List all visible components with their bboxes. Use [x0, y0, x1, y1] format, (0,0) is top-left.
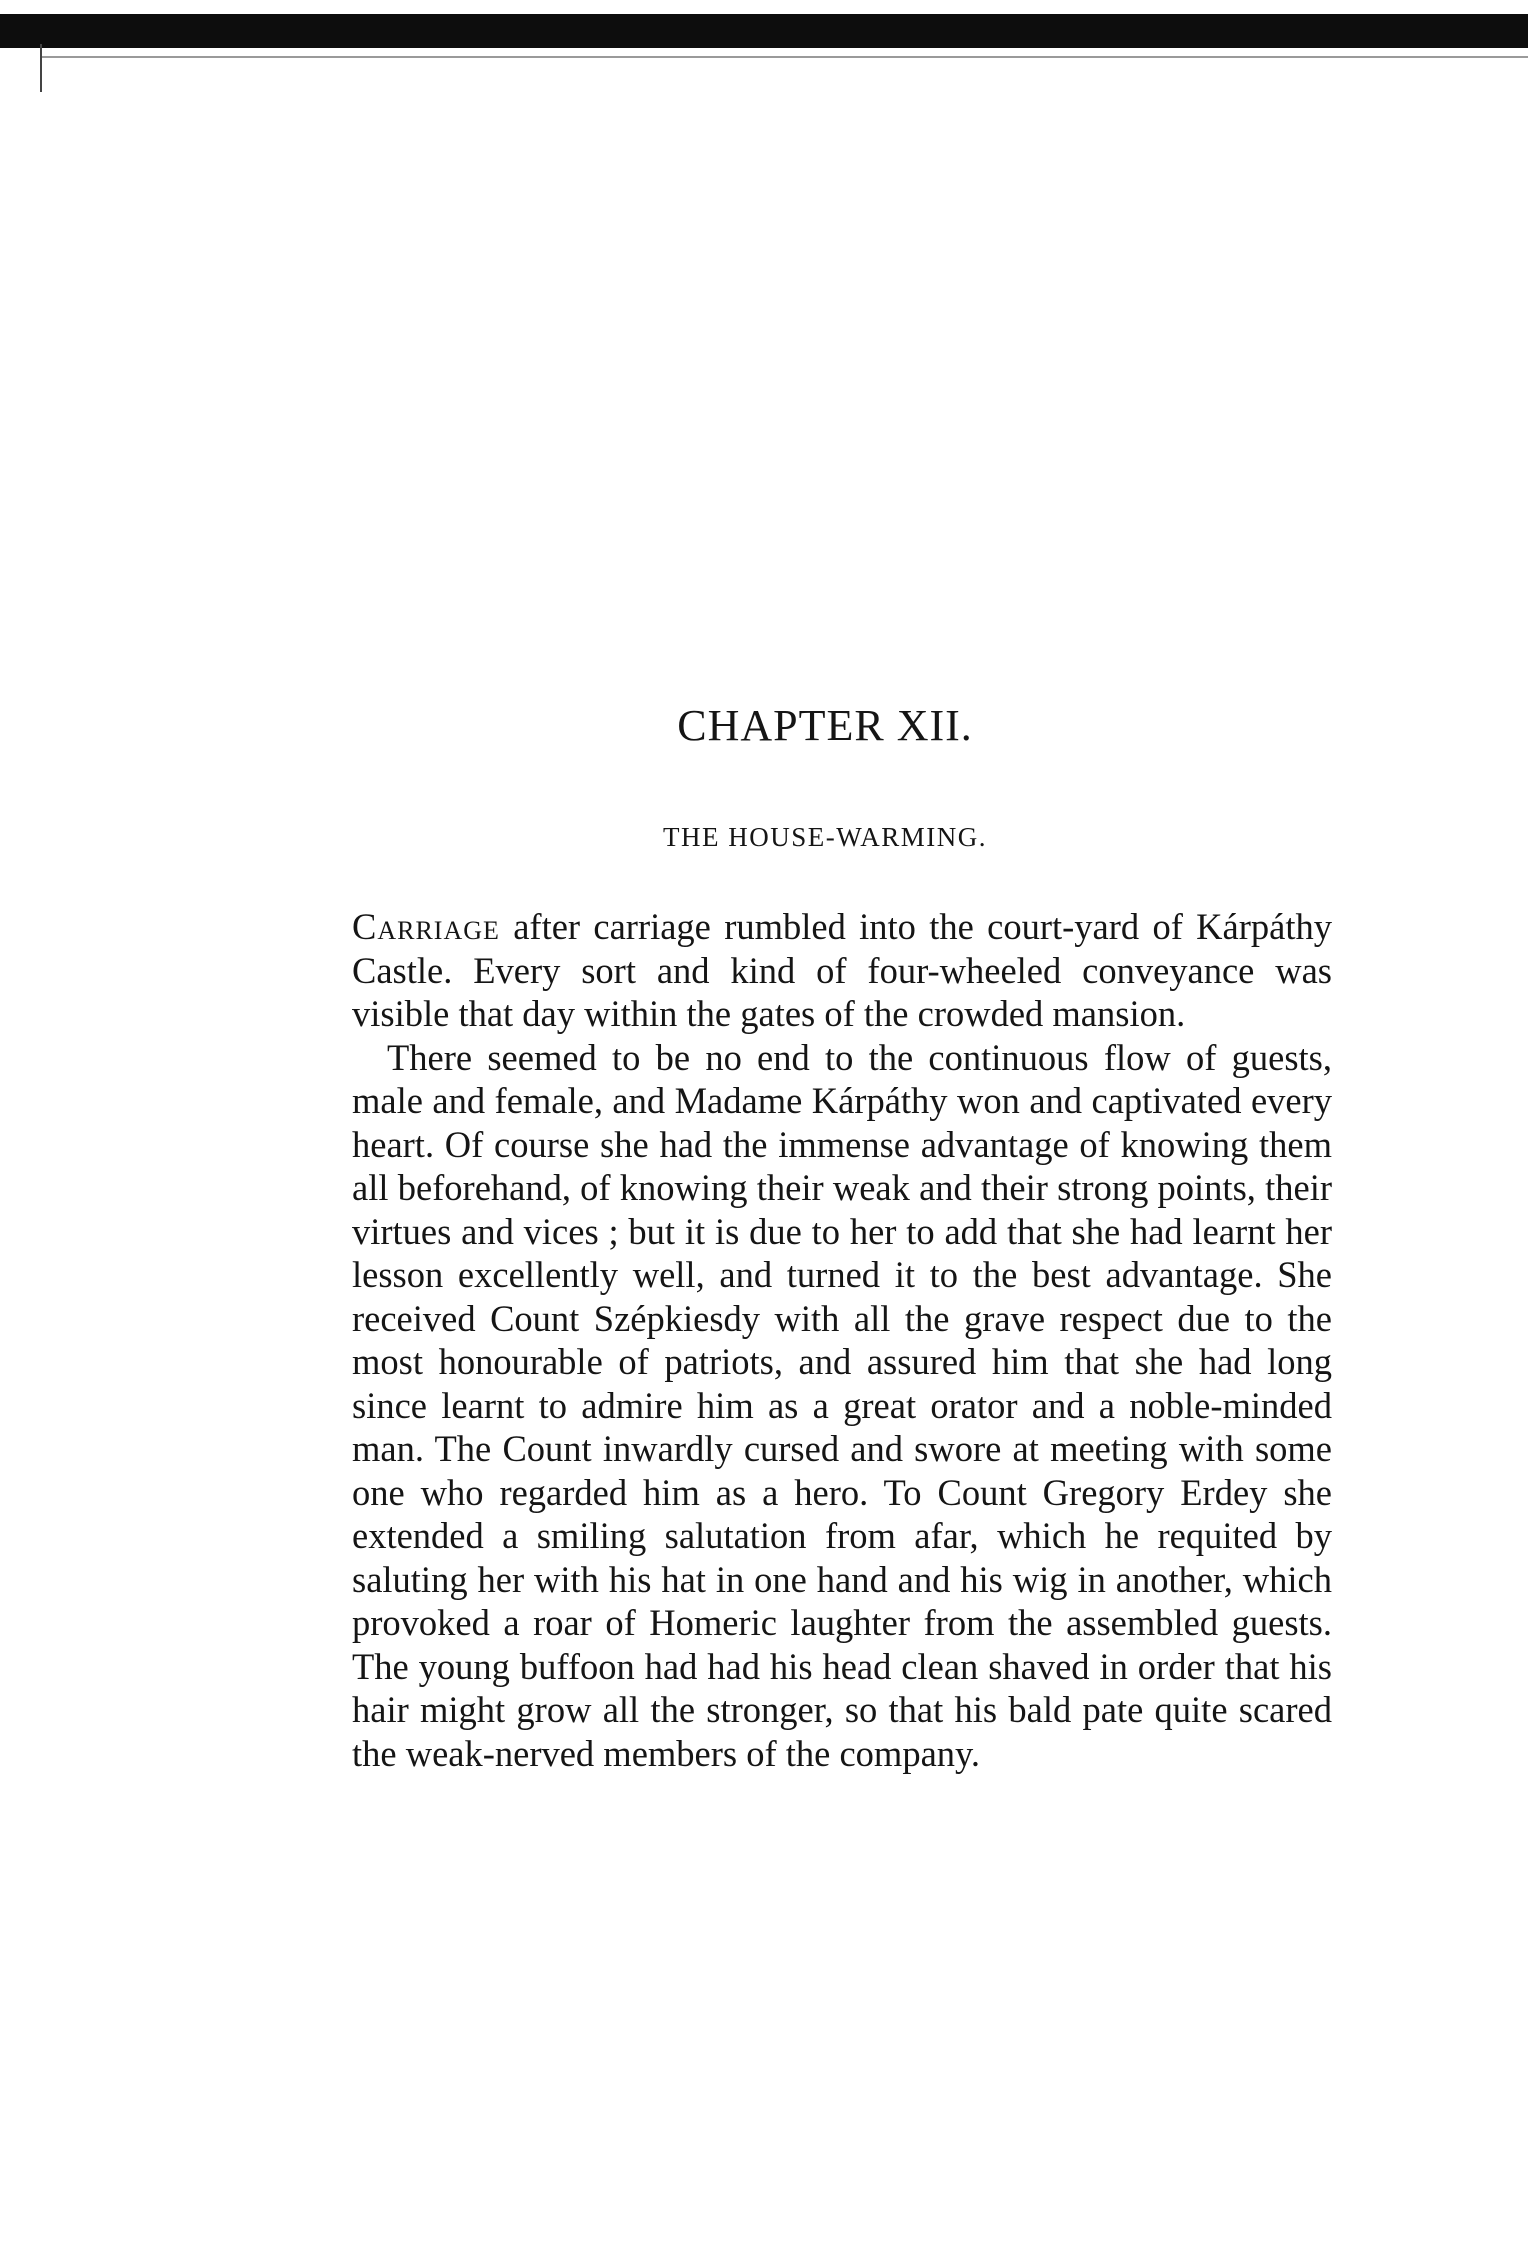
paragraph-1 — [352, 905, 1332, 1036]
paragraph-1-text: after carriage rumbled into the court-yard of Kárpáthy Castle. Every sort and kind of four-wheeled conveyance was visible that day within the gates of the crowded mansion. — [352, 906, 1332, 1034]
chapter-body — [352, 905, 1332, 1775]
chapter-subtitle: THE HOUSE-WARMING. — [663, 822, 987, 852]
paragraph-2: There seemed to be no end to the continuous flow of guests, male and female, and Madame Kárpáthy won and captivated every heart. Of course she had the immense advantage of knowing them all beforehand, of knowing their weak and their strong points, their virtues and vices ; but it is due to her to add that she had learnt her lesson excellently well, and turned it to the best advantage. She received Count Szépkiesdy with all the grave respect due to the most honourable of patriots, and assured him that she had long since learnt to admire him as a great orator and a noble-minded man. The Count inwardly cursed and swore at meeting with some one who regarded him as a hero. To Count Gregory Erdey she extended a smiling salutation from afar, which he requited by saluting her with his hat in one hand and his wig in another, which provoked a roar of Homeric laughter from the assembled guests. The young buffoon had had his head clean shaved in order that his hair might grow all the stronger, so that his bald pate quite scared the weak-nerved members of the company. — [352, 1036, 1332, 1774]
top-thin-rule — [40, 56, 1528, 58]
left-margin-tick — [40, 44, 42, 92]
chapter-heading: CHAPTER XII. — [677, 701, 973, 750]
paragraph-lead-word: Carriage — [352, 906, 500, 947]
top-border-rule — [0, 14, 1528, 48]
